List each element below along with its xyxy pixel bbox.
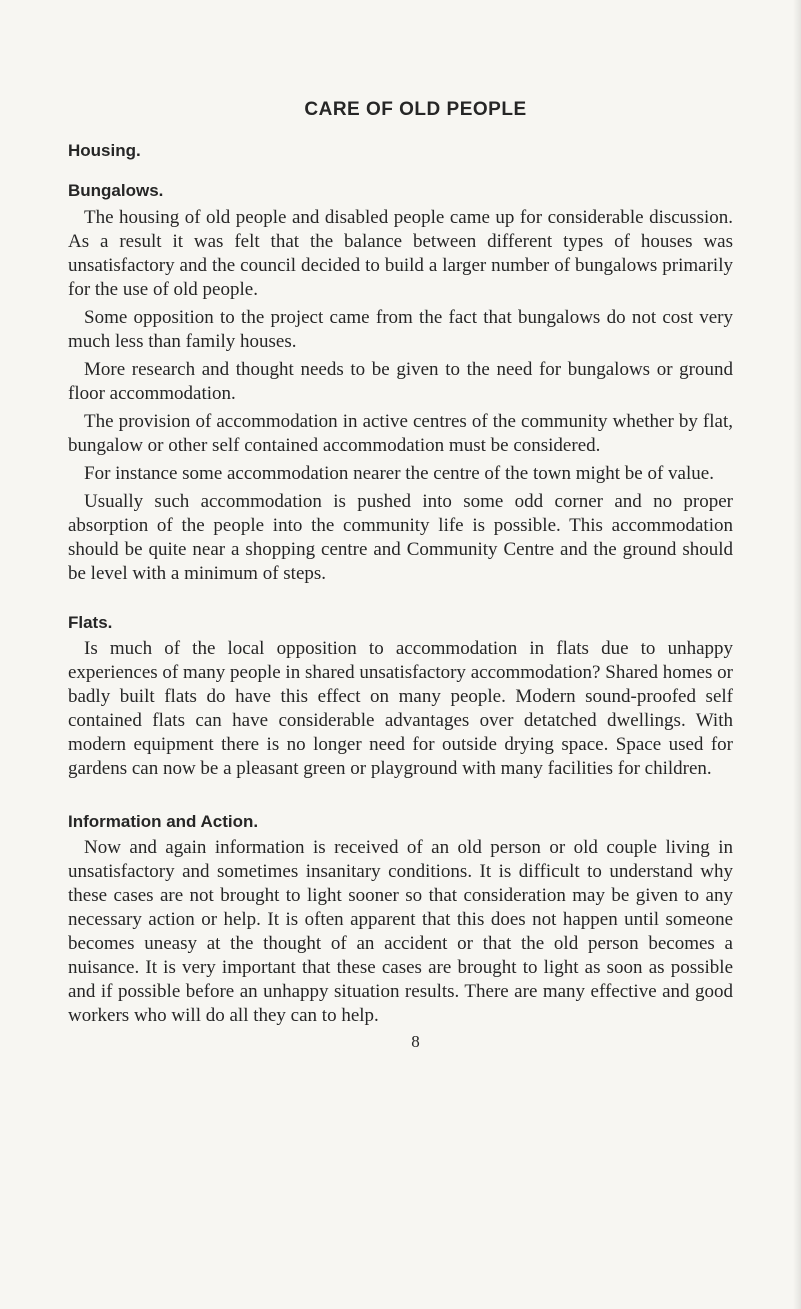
bungalows-paragraph: Some opposition to the project came from the fact that bungalows do not cost very much less than family houses. (68, 307, 733, 352)
bungalows-paragraph: Usually such accommodation is pushed into some odd corner and no proper absorption of the people into the community life is possible. This accommodation should be quite near a shopping centre and Community Centre and the ground should be level with a minimum of steps. (68, 491, 733, 584)
flats-paragraph: Is much of the local opposition to accommodation in flats due to unhappy experiences of many people in shared unsatisfactory accommodation? Shared homes or badly built flats do have this effect on many people. Modern sound-proofed self contained flats can have considerable advantages over detatched dwellings. With modern equipment there is no longer need for outside drying space. Space used for gardens can now be a pleasant green or playground with many facilities for children. (68, 638, 733, 779)
bungalows-paragraph: The provision of accommodation in active centres of the community whether by flat, bungalow or other self contained accommodation must be considered. (68, 411, 733, 456)
information-paragraph: Now and again information is received of an old person or old couple living in unsatisfactory and sometimes insanitary conditions. It is difficult to understand why these cases are not brought to light sooner so that consideration may be given to any necessary action or help. It is often apparent that this does not happen until someone becomes uneasy at the thought of an accident or that the old person becomes a nuisance. It is very important that these cases are brought to light as soon as possible and if possible before an unhappy situation results. There are many effective and good workers who will do all they can to help. (68, 837, 733, 1026)
document-page (68, 98, 733, 1052)
subheading-information-and-action: Information and Action. (68, 812, 259, 831)
subheading-flats: Flats. (68, 613, 113, 632)
bungalows-paragraph: More research and thought needs to be given to the need for bungalows or ground floor accommodation. (68, 359, 733, 404)
page-title: CARE OF OLD PEOPLE (304, 99, 527, 120)
page-number: 8 (411, 1032, 420, 1051)
page-edge (793, 0, 801, 1309)
bungalows-paragraph: The housing of old people and disabled people came up for considerable discussion. As a result it was felt that the balance between different types of houses was unsatisfactory and the council decided to build a larger number of bungalows primarily for the use of old people. (68, 207, 733, 300)
bungalows-paragraph: For instance some accommodation nearer the centre of the town might be of value. (84, 463, 714, 484)
section-heading-housing: Housing. (68, 141, 141, 160)
subheading-bungalows: Bungalows. (68, 181, 164, 200)
